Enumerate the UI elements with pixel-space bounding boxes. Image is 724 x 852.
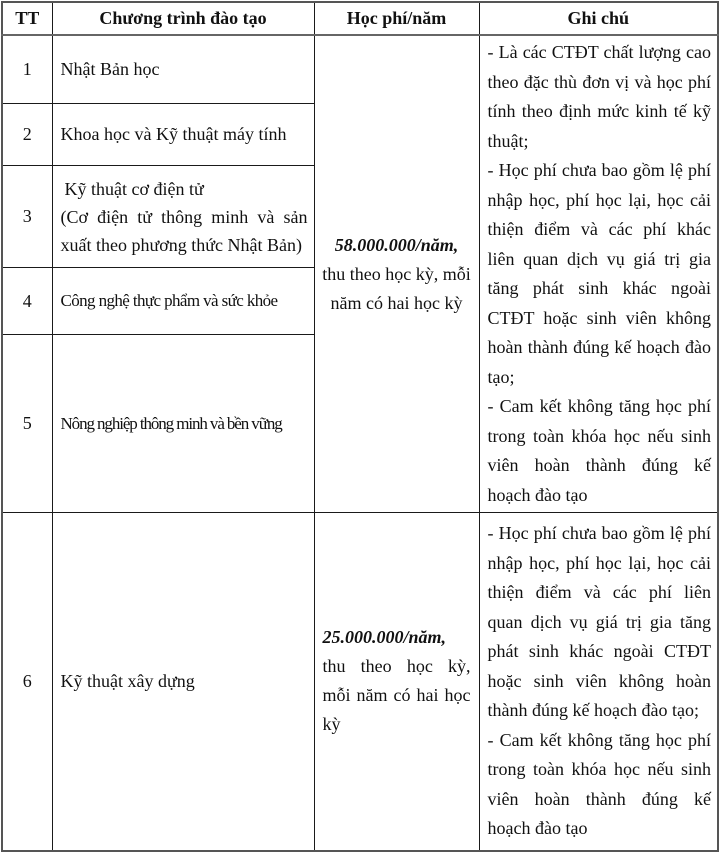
- fee-terms: thu theo học kỳ, mỗi năm có hai học kỳ: [322, 263, 471, 313]
- notes-cell: [479, 35, 718, 513]
- row-number: 6: [2, 513, 52, 851]
- program-name: Kỹ thuật cơ điện tử: [64, 178, 204, 199]
- header-program: Chương trình đào tạo: [52, 2, 314, 35]
- note-item: - Là các CTĐT chất lượng cao theo đặc thù đơn vị và học phí tính theo định mức kinh tế kỹ thuật;: [487, 42, 711, 151]
- program-name: Nông nghiệp thông minh và bền vững: [52, 335, 314, 513]
- notes-cell: [479, 513, 718, 851]
- table-row: [2, 513, 718, 851]
- row-number: 2: [2, 103, 52, 165]
- tuition-table: [1, 1, 719, 852]
- program-name: Khoa học và Kỹ thuật máy tính: [52, 103, 314, 165]
- fee-amount: 25.000.000/năm,: [322, 627, 447, 648]
- note-item: - Cam kết không tăng học phí trong toàn khóa học nếu sinh viên hoàn thành đúng kế hoạch đào tạo: [487, 729, 711, 838]
- fee-terms: thu theo học kỳ, mỗi năm có hai học kỳ: [322, 656, 471, 735]
- row-number: 1: [2, 35, 52, 103]
- program-name: Kỹ thuật xây dựng: [52, 513, 314, 851]
- fee-amount: 58.000.000/năm,: [334, 234, 459, 255]
- header-fee: Học phí/năm: [314, 2, 479, 35]
- row-number: 3: [2, 165, 52, 268]
- program-name: Công nghệ thực phẩm và sức khỏe: [52, 268, 314, 335]
- header-notes: Ghi chú: [479, 2, 718, 35]
- program-cell: [52, 165, 314, 268]
- note-item: - Học phí chưa bao gồm lệ phí nhập học, phí học lại, học cải thiện điểm và các phí liên quan dịch vụ giá trị gia tăng phát sinh khác ngoài CTĐT hoặc sinh viên không hoàn thành đúng kế hoạch đào tạo;: [487, 523, 711, 720]
- header-tt: TT: [2, 2, 52, 35]
- row-number: 4: [2, 268, 52, 335]
- note-item: - Cam kết không tăng học phí trong toàn khóa học nếu sinh viên hoàn thành đúng kế hoạch đào tạo: [487, 396, 711, 505]
- row-number: 5: [2, 335, 52, 513]
- header-row: [2, 2, 718, 35]
- fee-cell: [314, 513, 479, 851]
- table-row: [2, 35, 718, 103]
- program-detail: (Cơ điện tử thông minh và sản xuất theo phương thức Nhật Bản): [60, 206, 308, 255]
- program-name: Nhật Bản học: [52, 35, 314, 103]
- note-item: - Học phí chưa bao gồm lệ phí nhập học, phí học lại, học cải thiện điểm và các phí khác liên quan dịch vụ giá trị gia tăng phát sinh khác ngoài CTĐT hoặc sinh viên không hoàn thành đúng kế hoạch đào tạo;: [487, 160, 711, 387]
- fee-cell: [314, 35, 479, 513]
